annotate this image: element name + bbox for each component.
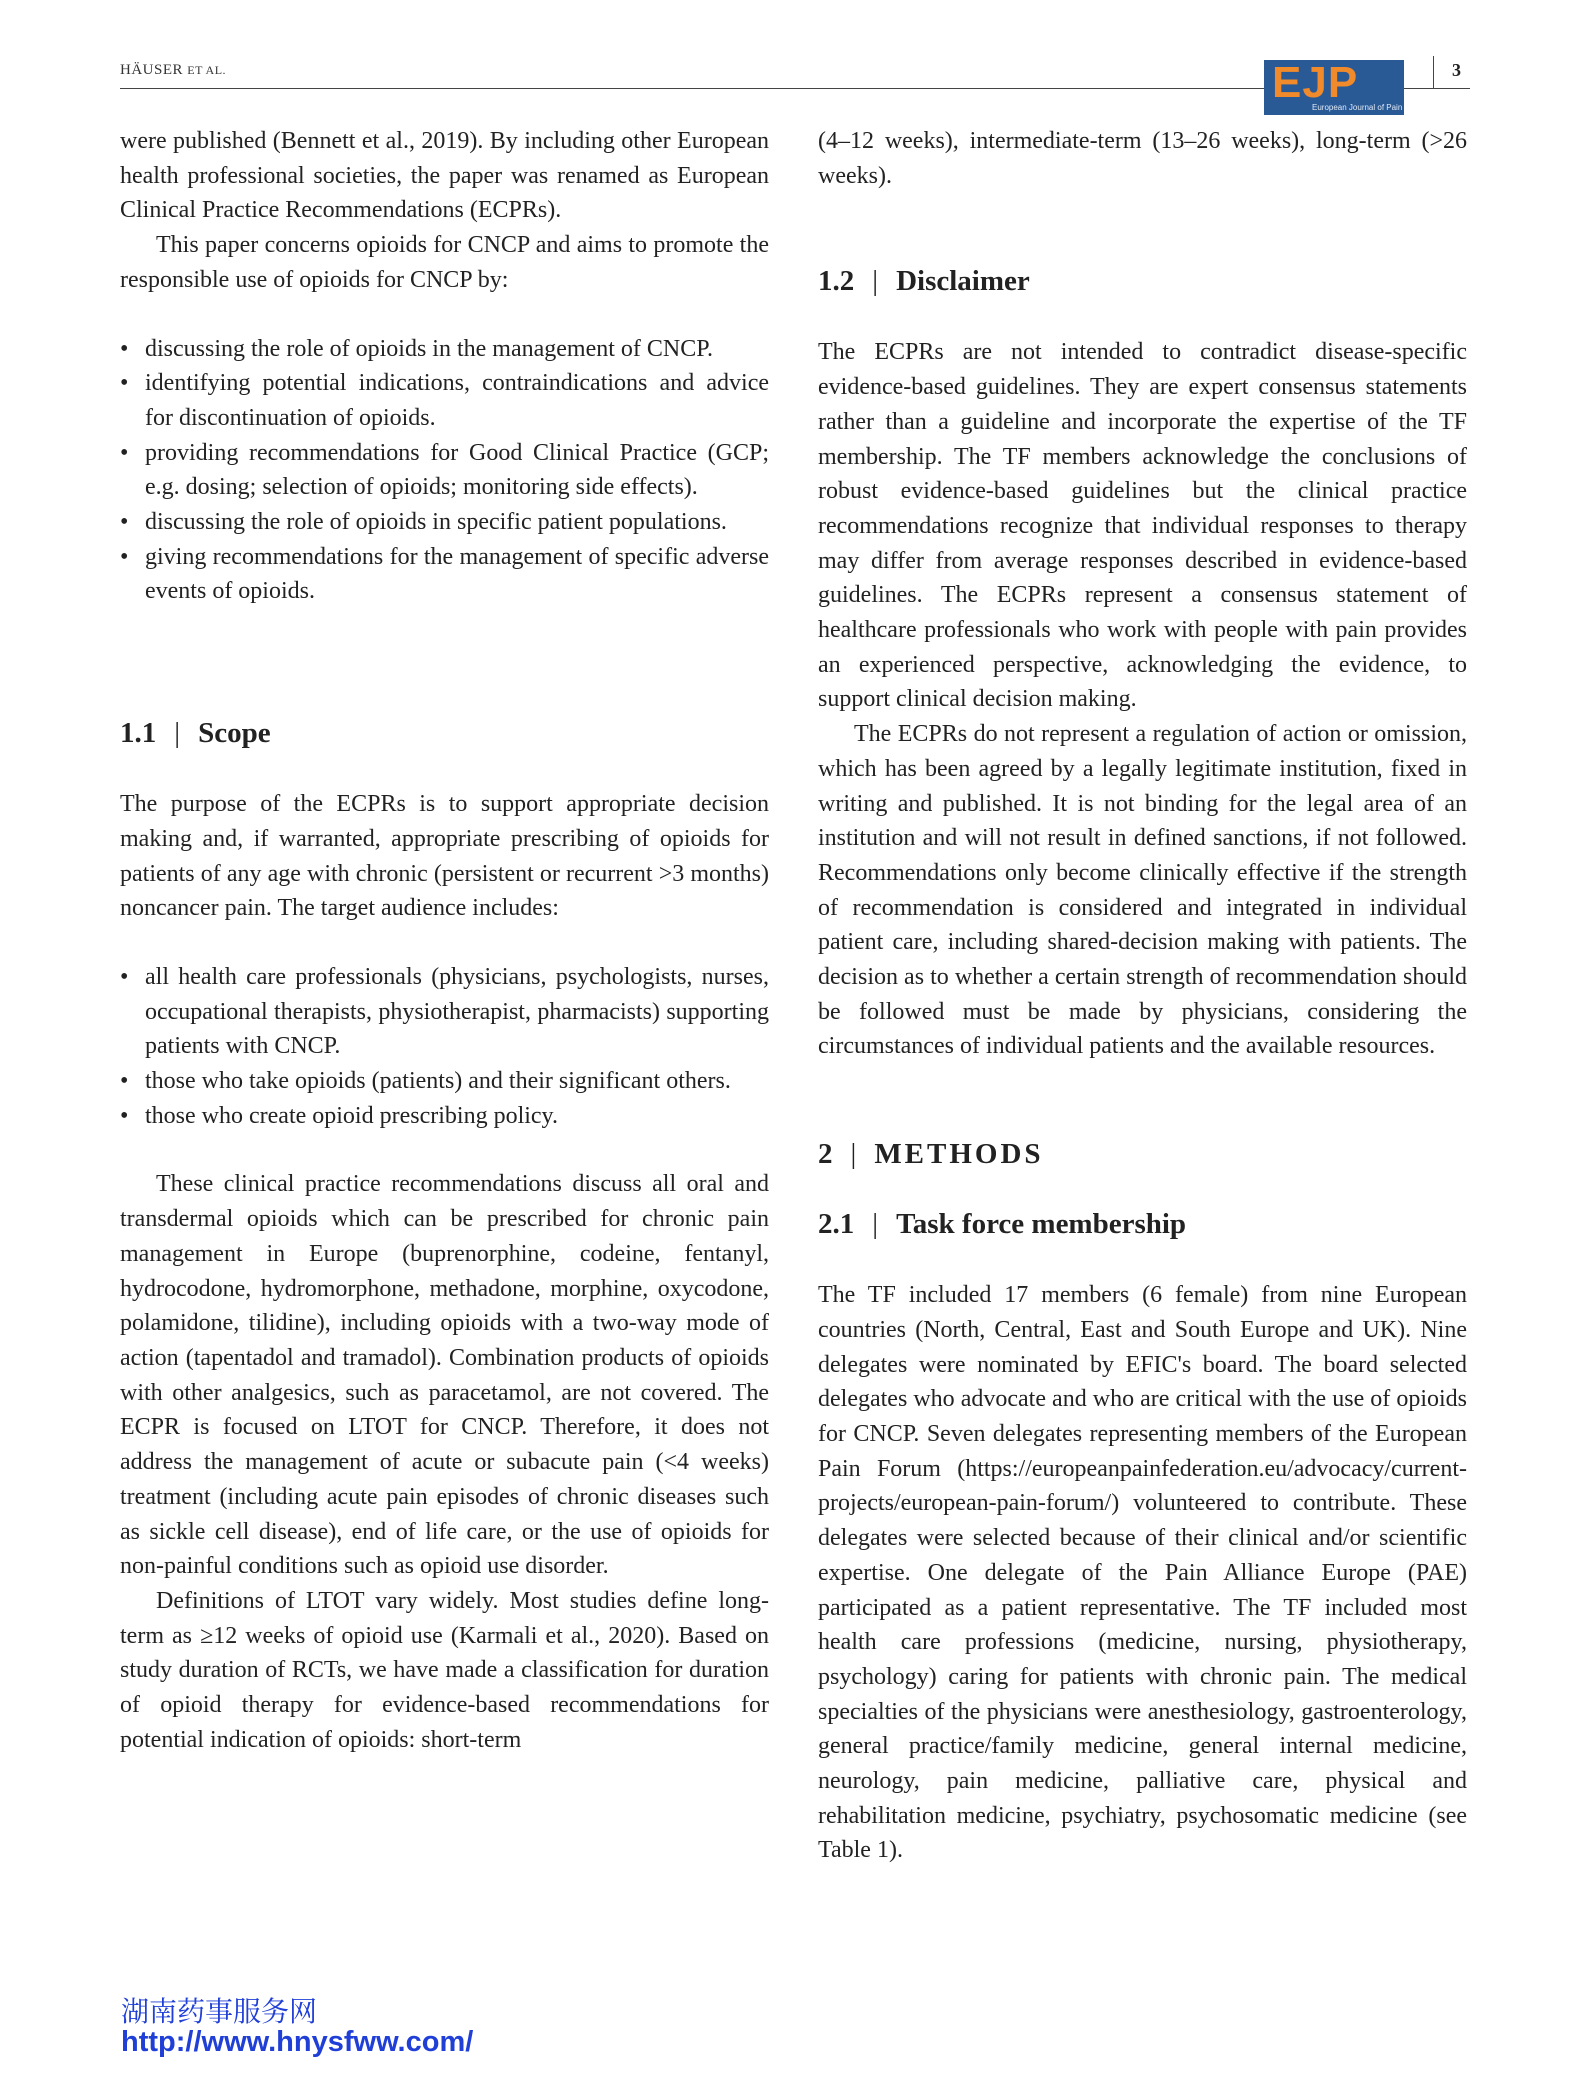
scope-paragraph-2: These clinical practice recommendations discuss all oral and transdermal opioids which can be prescribed for chronic pain management in Europe (buprenorphine, codeine, fentanyl, hydrocodone, hydromorphone, methadone, morphine, oxycodone, polamidone, tilidine), including opioids with a two-way mode of action (tapentadol and tramadol). Combination products of opioids with other analgesics, such as paracetamol, are not covered. The ECPR is focused on LTOT for CNCP. Therefore, it does not address the management of acute or subacute pain (<4 weeks) treatment (including acute pain episodes of chronic diseases such as sickle cell disease), end of life care, or the use of opioids for non-painful conditions such as opioid use disorder. xyxy=(120,1171,769,1580)
audience-list xyxy=(120,960,769,1134)
list-item: • discussing the role of opioids in the management of CNCP. xyxy=(120,332,769,367)
disclaimer-paragraph-2: The ECPRs do not represent a regulation of action or omission, which has been agreed by a legally legitimate institution, fixed in writing and published. It is not binding for the legal area of an institution and will not result in defined sanctions, if not followed. Recommendations only become clinically effective if the strength of recommendation is considered and integrated in individual patient care, including shared-decision making with patients. The decision as to whether a certain strength of recommendation should be followed must be made by physicians, considering the circumstances of individual patients and the available resources. xyxy=(818,721,1467,1060)
journal-logo xyxy=(1264,60,1404,115)
logo-subtitle: European Journal of Pain xyxy=(1312,103,1403,112)
scope-paragraph-3: Definitions of LTOT vary widely. Most studies define long-term as ≥12 weeks of opioid use (Karmali et al., 2020). Based on study duration of RCTs, we have made a classification for duration of opioid therapy for evidence-based recommendations for potential indication of opioids: short-term xyxy=(120,1587,769,1753)
list-item: • discussing the role of opioids in specific patient populations. xyxy=(120,505,769,540)
list-item: • all health care professionals (physicians, psychologists, nurses, occupational therapists, physiotherapist, pharmacists) supporting patients with CNCP. xyxy=(120,960,769,1064)
section-title: Disclaimer xyxy=(896,265,1030,298)
intro-paragraph-1: were published (Bennett et al., 2019). By including other European health professional societies, the paper was renamed as European Clinical Practice Recommendations (ECPRs). xyxy=(120,128,769,224)
running-head-authors: HÄUSER xyxy=(120,62,184,78)
section-number: 2.1 xyxy=(818,1208,855,1241)
running-head-etal: ET AL. xyxy=(187,63,227,77)
left-column xyxy=(120,124,769,1757)
heading-divider: | xyxy=(872,265,879,298)
list-item: • those who create opioid prescribing policy. xyxy=(120,1099,769,1134)
disclaimer-paragraph-1: The ECPRs are not intended to contradict disease-specific evidence-based guidelines. They are expert consensus statements rather than a guideline and incorporate the expertise of the TF membership. The TF members acknowledge the conclusions of robust evidence-based guidelines but the clinical practice recommendations recognize that individual responses to therapy may differ from average responses described in evidence-based guidelines. The ECPRs represent a consensus statement of healthcare professionals who work with people with pain provides an experienced perspective, acknowledging the evidence, to support clinical decision making. xyxy=(818,339,1467,713)
watermark-url[interactable]: http://www.hnysfww.com/ xyxy=(121,2026,474,2058)
aims-list xyxy=(120,332,769,610)
section-number: 1.1 xyxy=(120,717,157,750)
list-item: • providing recommendations for Good Clinical Practice (GCP; e.g. dosing; selection of opioids; monitoring side effects). xyxy=(120,436,769,505)
section-heading-disclaimer xyxy=(818,263,1467,299)
section-title: Task force membership xyxy=(896,1208,1187,1241)
list-item: • those who take opioids (patients) and their significant others. xyxy=(120,1064,769,1099)
section-title: Scope xyxy=(198,717,271,750)
running-head xyxy=(120,62,226,79)
heading-divider: | xyxy=(174,717,181,750)
task-force-paragraph: The TF included 17 members (6 female) from nine European countries (North, Central, East and South Europe and UK). Nine delegates were nominated by EFIC's board. The board selected delegates who advocate and who are critical with the use of opioids for CNCP. Seven delegates representing members of the European Pain Forum (https://europeanpainfederation.eu/advocacy/current-projects/european-pain-forum/) volunteered to contribute. These delegates were selected because of their clinical and/or scientific expertise. One delegate of the Pain Alliance Europe (PAE) participated as a patient representative. The TF included most health care professions (medicine, nursing, physiotherapy, psychology) caring for patients with chronic pain. The medical specialties of the physicians were anesthesiology, gastroenterology, general practice/family medicine, general internal medicine, neurology, pain medicine, palliative care, physical and rehabilitation medicine, psychiatry, psychosomatic medicine (see Table 1). xyxy=(818,1282,1467,1864)
scope-paragraph-1: The purpose of the ECPRs is to support appropriate decision making and, if warranted, appropriate prescribing of opioids for patients of any age with chronic (persistent or recurrent >3 months) noncancer pain. The target audience includes: xyxy=(120,791,769,922)
right-column xyxy=(818,124,1467,1868)
section-title: METHODS xyxy=(874,1138,1044,1171)
page-number: 3 xyxy=(1452,60,1461,80)
list-item: • identifying potential indications, contraindications and advice for discontinuation of opioids. xyxy=(120,366,769,435)
continued-paragraph: (4–12 weeks), intermediate-term (13–26 weeks), long-term (>26 weeks). xyxy=(818,128,1467,189)
section-heading-methods xyxy=(818,1136,1467,1172)
page-number-separator xyxy=(1433,56,1434,88)
heading-divider: | xyxy=(850,1138,857,1171)
heading-divider: | xyxy=(872,1208,879,1241)
list-item: • giving recommendations for the management of specific adverse events of opioids. xyxy=(120,540,769,609)
section-heading-task-force xyxy=(818,1206,1467,1242)
logo-letters: EJP xyxy=(1272,58,1359,107)
section-heading-scope xyxy=(120,715,769,751)
section-number: 1.2 xyxy=(818,265,855,298)
intro-paragraph-2: This paper concerns opioids for CNCP and aims to promote the responsible use of opioids for CNCP by: xyxy=(120,232,769,293)
watermark-site-name: 湖南药事服务网 xyxy=(121,1995,318,2028)
section-number: 2 xyxy=(818,1138,833,1171)
